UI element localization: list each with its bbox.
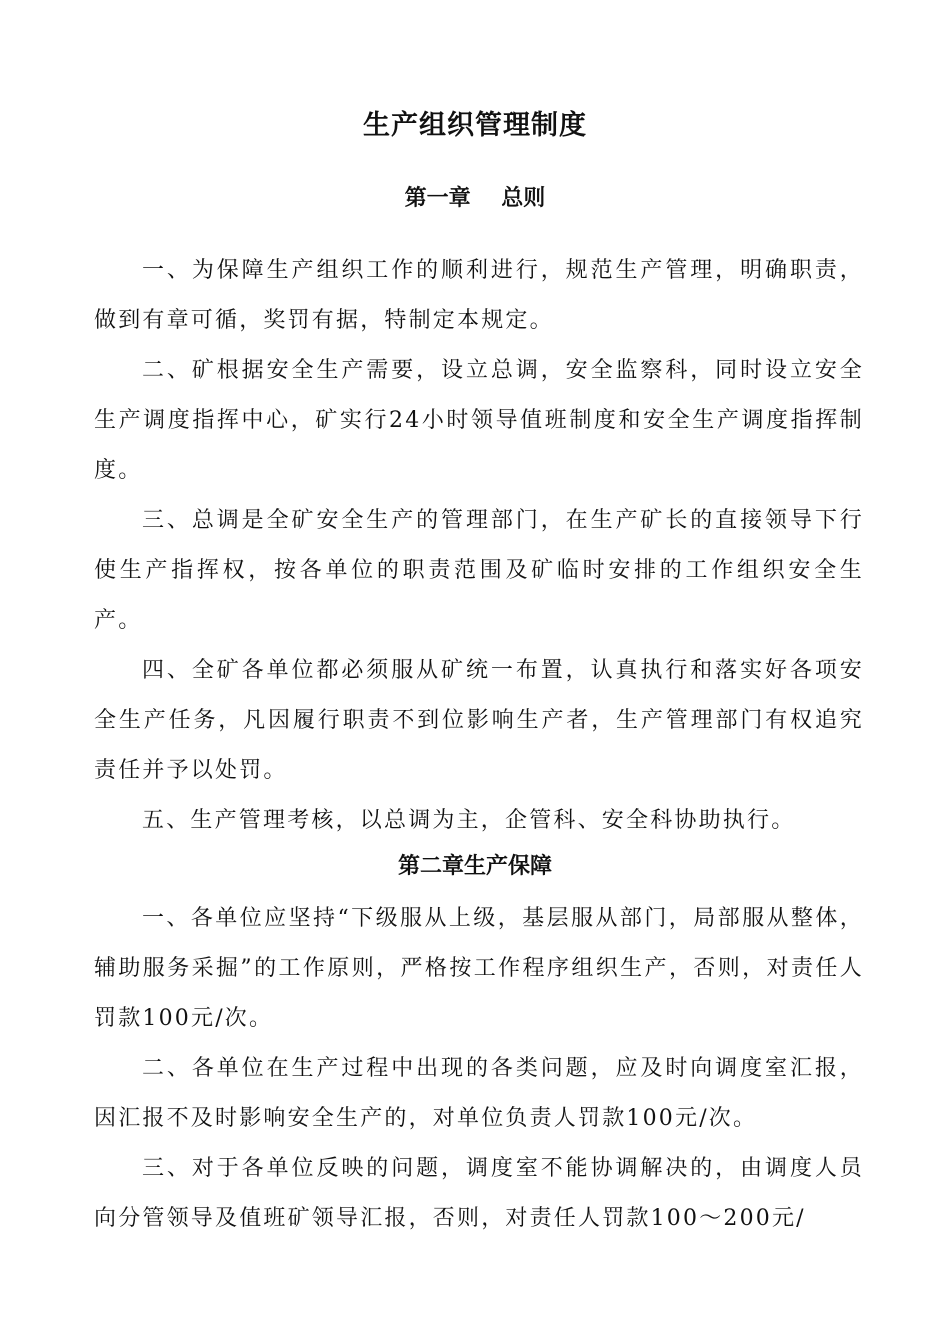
chapter-2-paragraph-2: 二、各单位在生产过程中出现的各类问题，应及时向调度室汇报，因汇报不及时影响安全生产的，对单位负责人罚款100元/次。 [94, 1056, 864, 1131]
document-title: 生产组织管理制度 [363, 110, 587, 141]
chapter-1-paragraph-3: 三、总调是全矿安全生产的管理部门，在生产矿长的直接领导下行使生产指挥权，按各单位的职责范围及矿临时安排的工作组织安全生产。 [94, 508, 864, 633]
chapter-2-paragraph-1: 一、各单位应坚持“下级服从上级，基层服从部门，局部服从整体，辅助服务采掘”的工作原则，严格按工作程序组织生产，否则，对责任人罚款100元/次。 [94, 906, 864, 1031]
chapter-1-paragraph-2: 二、矿根据安全生产需要，设立总调，安全监察科，同时设立安全生产调度指挥中心，矿实行24小时领导值班制度和安全生产调度指挥制度。 [94, 358, 864, 483]
chapter-2-heading: 第二章生产保障 [397, 854, 552, 879]
chapter-1-heading: 第一章 总则 [404, 186, 546, 211]
chapter-1-paragraph-1: 一、为保障生产组织工作的顺利进行，规范生产管理，明确职责，做到有章可循，奖罚有据，特制定本规定。 [94, 258, 864, 333]
chapter-1-paragraph-4: 四、全矿各单位都必须服从矿统一布置，认真执行和落实好各项安全生产任务，凡因履行职责不到位影响生产者，生产管理部门有权追究责任并予以处罚。 [94, 658, 864, 783]
chapter-2-paragraph-3: 三、对于各单位反映的问题，调度室不能协调解决的，由调度人员向分管领导及值班矿领导汇报，否则，对责任人罚款100～200元/ [94, 1156, 864, 1231]
chapter-1-paragraph-5: 五、生产管理考核，以总调为主，企管科、安全科协助执行。 [142, 808, 796, 833]
